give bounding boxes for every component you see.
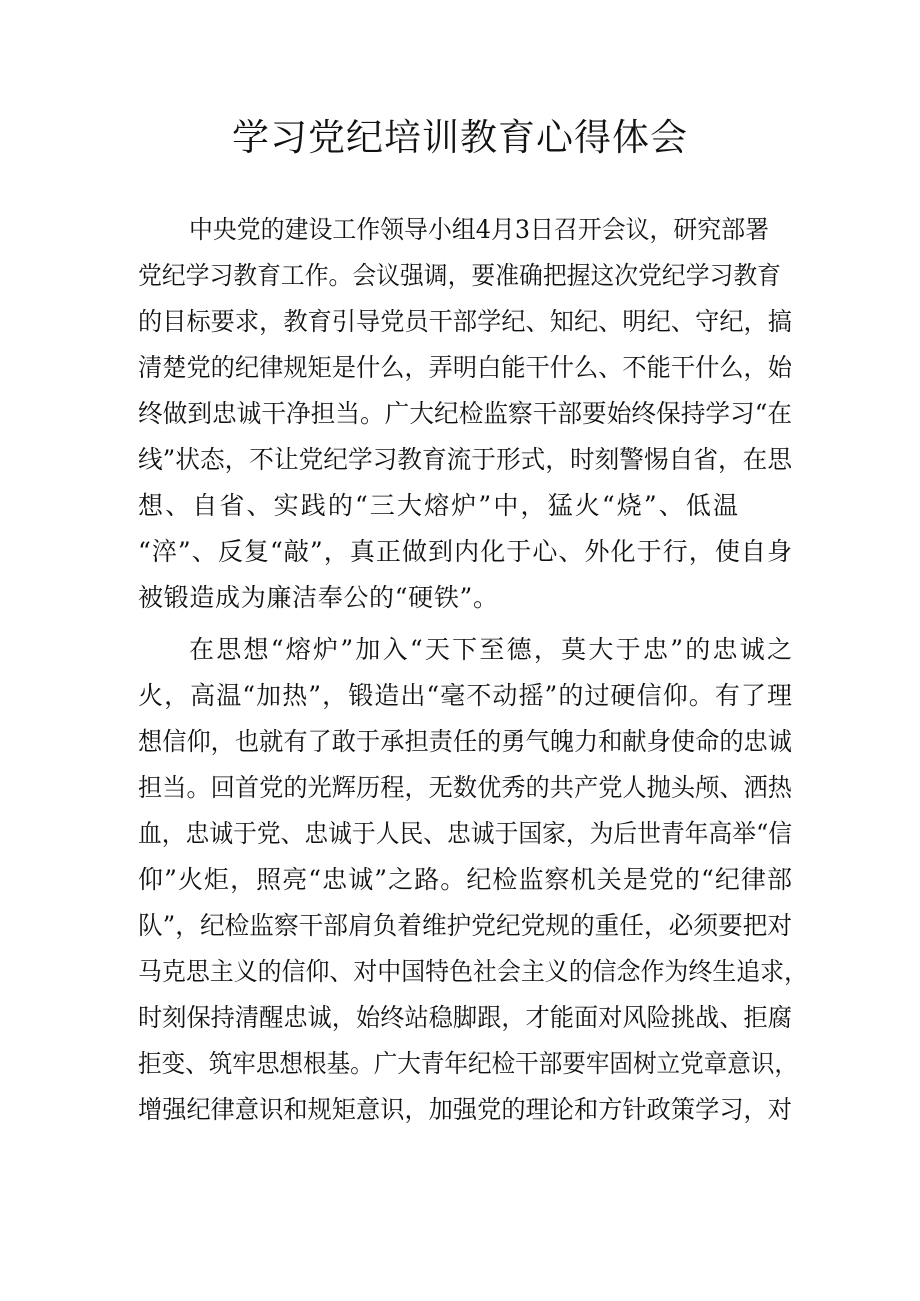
body-line-9: 被锻造成为廉洁奉公的“硬铁”。 xyxy=(138,583,499,612)
body-line-14: 血，忠诚于党、忠诚于人民、忠诚于国家，为后世青年高举“信 xyxy=(138,819,792,848)
body-line-11: 火，高温“加热”，锻造出“毫不动摇”的过硬信仰。有了理 xyxy=(138,681,794,710)
body-line-5: 终做到忠诚干净担当。广大纪检监察干部要始终保持学习“在 xyxy=(138,399,792,428)
body-line-3: 的目标要求，教育引导党员干部学纪、知纪、明纪、守纪，搞 xyxy=(138,307,792,336)
body-line-2: 党纪学习教育工作。会议强调，要准确把握这次党纪学习教育 xyxy=(138,261,781,290)
body-line-4: 清楚党的纪律规矩是什么，弄明白能干什么、不能干什么，始 xyxy=(138,353,792,382)
body-line-10: 在思想“熔炉”加入“天下至德，莫大于忠”的忠诚之 xyxy=(189,635,795,664)
body-line-13: 担当。回首党的光辉历程，无数优秀的共产党人抛头颅、洒热 xyxy=(138,773,792,802)
body-line-1: 中央党的建设工作领导小组4月3日召开会议，研究部署 xyxy=(189,215,769,244)
body-line-15: 仰”火炬，照亮“忠诚”之路。纪检监察机关是党的“纪律部 xyxy=(138,865,794,894)
body-line-16: 队”，纪检监察干部肩负着维护党纪党规的重任，必须要把对 xyxy=(138,911,792,940)
body-line-6: 线”状态，不让党纪学习教育流于形式，时刻警惕自省，在思 xyxy=(138,445,792,474)
document-title: 学习党纪培训教育心得体会 xyxy=(232,116,688,159)
body-line-7: 想、自省、实践的“三大熔炉”中，猛火“烧”、低温 xyxy=(138,491,741,520)
body-line-18: 时刻保持清醒忠诚，始终站稳脚跟，才能面对风险挑战、拒腐 xyxy=(138,1003,792,1032)
body-line-17: 马克思主义的信仰、对中国特色社会主义的信念作为终生追求， xyxy=(138,957,808,986)
body-line-8: “淬”、反复“敲”，真正做到内化于心、外化于行，使自身 xyxy=(138,537,794,566)
body-line-19: 拒变、筑牢思想根基。广大青年纪检干部要牢固树立党章意识， xyxy=(138,1049,798,1078)
body-line-20: 增强纪律意识和规矩意识，加强党的理论和方针政策学习，对 xyxy=(138,1095,792,1124)
body-line-12: 想信仰，也就有了敢于承担责任的勇气魄力和献身使命的忠诚 xyxy=(138,727,792,756)
